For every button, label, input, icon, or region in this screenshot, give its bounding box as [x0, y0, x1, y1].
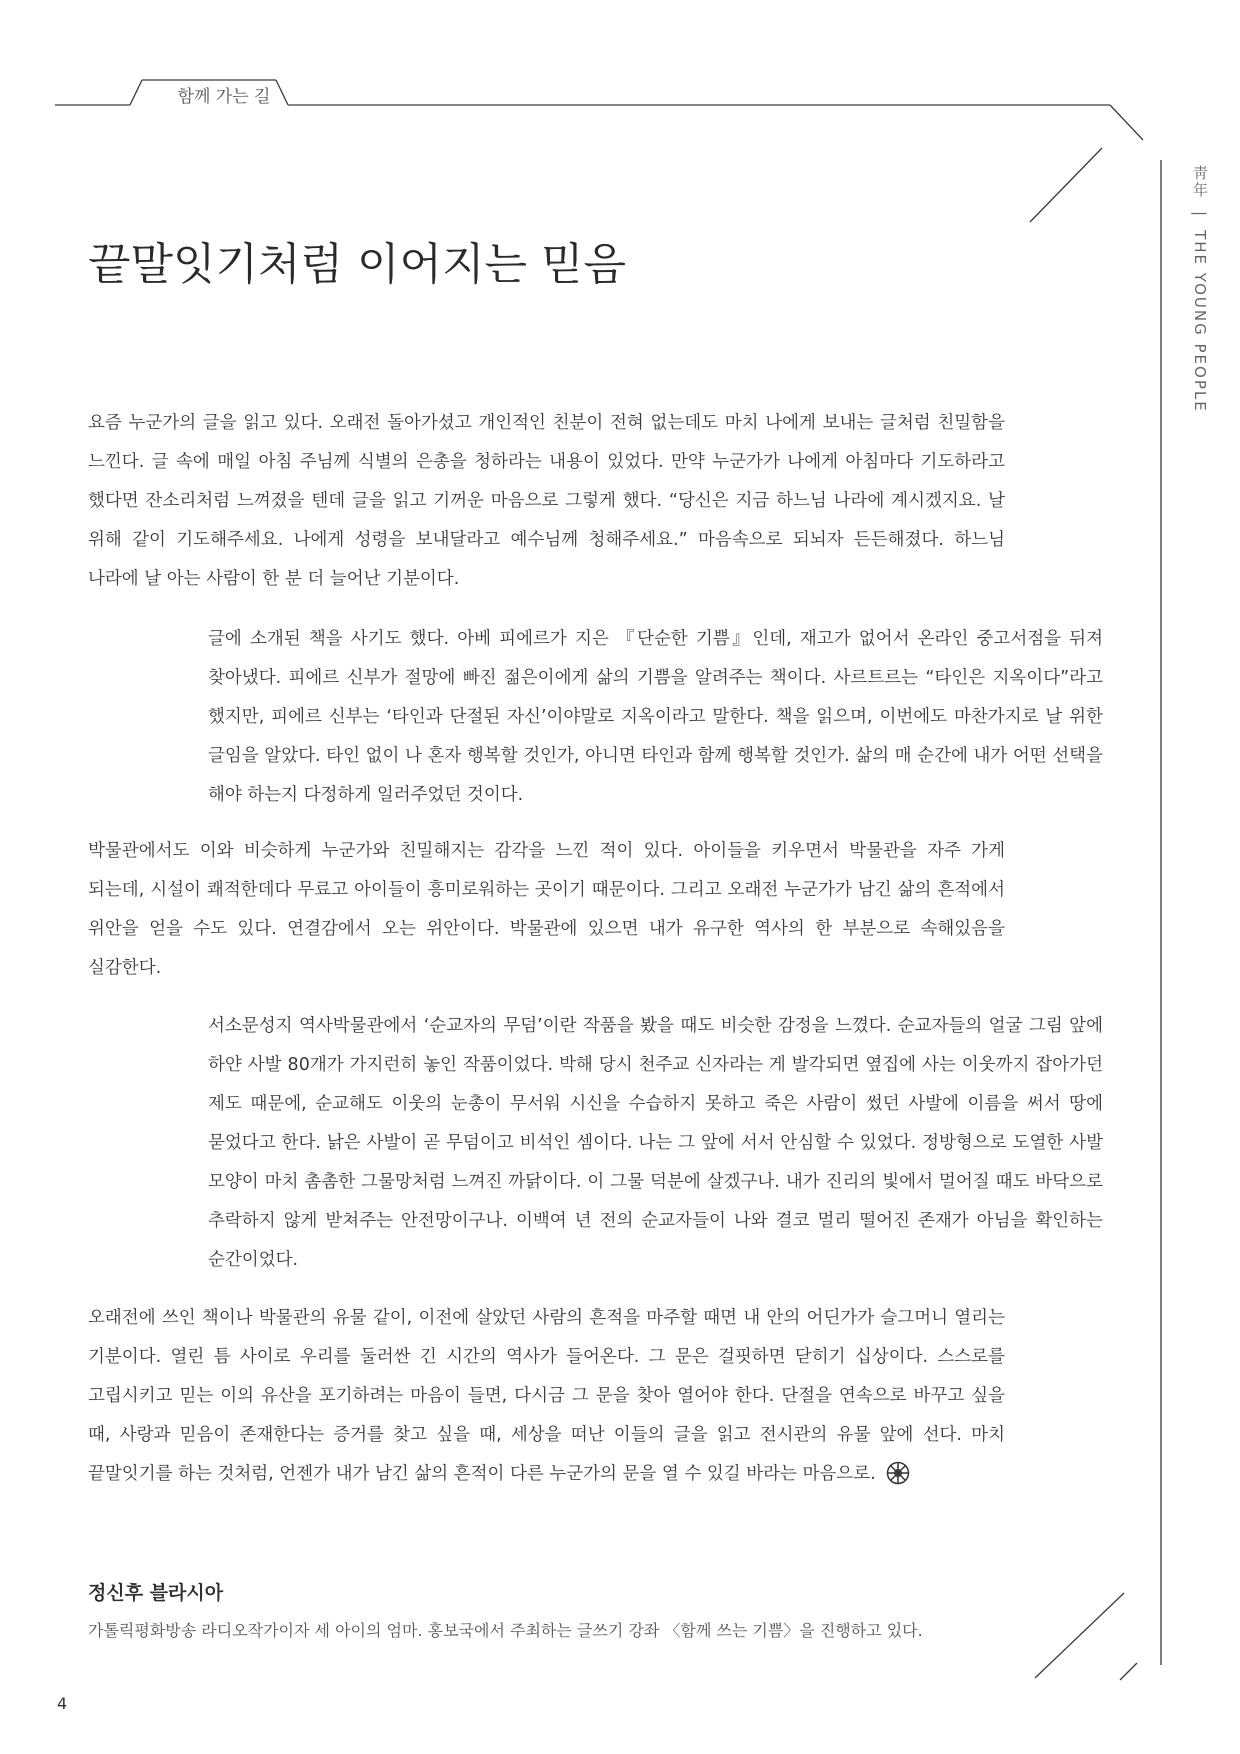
side-label-hanja: 靑年 [1191, 165, 1209, 199]
section-label: 함께 가는 길 [177, 87, 271, 107]
side-label [1185, 165, 1211, 413]
body-paragraph-5-text: 오래전에 쓰인 책이나 박물관의 유물 같이, 이전에 살았던 사람의 흔적을 마주할 때면 내 안의 어딘가가 슬그머니 열리는 기분이다. 열린 틈 사이로 우리를 둘러싼 긴 시간의 역사가 들어온다. 그 문은 걸핏하면 닫히기 십상이다. 스스로를 고립시키고 믿는 이의 유산을 포기하려는 마음이 들면, 다시금 그 문을 찾아 열어야 한다. 단절을 연속으로 바꾸고 싶을 때, 사랑과 믿음이 존재한다는 증거를 찾고 싶을 때, 세상을 떠난 이들의 글을 읽고 전시관의 유물 앞에 선다. 마치 끝말잇기를 하는 것처럼, 언젠가 내가 남긴 삶의 흔적이 다른 누군가의 문을 열 수 있길 바라는 마음으로. [88, 1308, 1005, 1484]
body-paragraph-1: 요즘 누군가의 글을 읽고 있다. 오래전 돌아가셨고 개인적인 친분이 전혀 없는데도 마치 나에게 보내는 글처럼 친밀함을 느낀다. 글 속에 매일 아침 주님께 식별의 은총을 청하라는 내용이 있었다. 만약 누군가가 나에게 아침마다 기도하라고 했다면 잔소리처럼 느껴졌을 텐데 글을 읽고 기꺼운 마음으로 그렇게 했다. “당신은 지금 하느님 나라에 계시겠지요. 날 위해 같이 기도해주세요. 나에게 성령을 보내달라고 예수님께 청해주세요.” 마음속으로 되뇌자 든든해졌다. 하느님 나라에 날 아는 사람이 한 분 더 늘어난 기분이다. [88, 413, 1005, 589]
side-label-separator: | [1191, 211, 1209, 219]
body-paragraph-5 [88, 1299, 1005, 1500]
article-title: 끝말잇기처럼 이어지는 믿음 [88, 239, 627, 290]
author-bio: 가톨릭평화방송 라디오작가이자 세 아이의 엄마. 홍보국에서 주최하는 글쓰기 강좌 〈함께 쓰는 기쁨〉을 진행하고 있다. [88, 1621, 923, 1640]
page-number: 4 [57, 1694, 68, 1713]
body-paragraph-3: 박물관에서도 이와 비슷하게 누군가와 친밀해지는 감각을 느낀 적이 있다. 아이들을 키우면서 박물관을 자주 가게 되는데, 시설이 쾌적한데다 무료고 아이들이 흥미로워하는 곳이기 때문이다. 그리고 오래전 누군가가 남긴 삶의 흔적에서 위안을 얻을 수도 있다. 연결감에서 오는 위안이다. 박물관에 있으면 내가 유구한 역사의 한 부분으로 속해있음을 실감한다. [88, 841, 1005, 978]
wheel-end-mark-icon [886, 1461, 910, 1500]
author-name: 정신후 블라시아 [88, 1582, 224, 1604]
side-label-english: THE YOUNG PEOPLE [1191, 230, 1209, 413]
body-paragraph-2: 글에 소개된 책을 사기도 했다. 아베 피에르가 지은 『단순한 기쁨』인데, 재고가 없어서 온라인 중고서점을 뒤져 찾아냈다. 피에르 신부가 절망에 빠진 젊은이에게 삶의 기쁨을 알려주는 책이다. 사르트르는 “타인은 지옥이다”라고 했지만, 피에르 신부는 ‘타인과 단절된 자신’이야말로 지옥이라고 말한다. 책을 읽으며, 이번에도 마찬가지로 날 위한 글임을 알았다. 타인 없이 나 혼자 행복할 것인가, 아니면 타인과 함께 행복할 것인가. 삶의 매 순간에 내가 어떤 선택을 해야 하는지 다정하게 일러주었던 것이다. [208, 629, 1103, 805]
body-paragraph-4: 서소문성지 역사박물관에서 ‘순교자의 무덤’이란 작품을 봤을 때도 비슷한 감정을 느꼈다. 순교자들의 얼굴 그림 앞에 하얀 사발 80개가 가지런히 놓인 작품이었다. 박해 당시 천주교 신자라는 게 발각되면 옆집에 사는 이웃까지 잡아가던 제도 때문에, 순교해도 이웃의 눈총이 무서워 시신을 수습하지 못하고 죽은 사람이 썼던 사발에 이름을 써서 땅에 묻었다고 한다. 낡은 사발이 곧 무덤이고 비석인 셈이다. 나는 그 앞에 서서 안심할 수 있었다. 정방형으로 도열한 사발 모양이 마치 촘촘한 그물망처럼 느껴진 까닭이다. 이 그물 덕분에 살겠구나. 내가 진리의 빛에서 멀어질 때도 바닥으로 추락하지 않게 받쳐주는 안전망이구나. 이백여 년 전의 순교자들이 나와 결코 멀리 떨어진 존재가 아님을 확인하는 순간이었다. [208, 1016, 1103, 1270]
